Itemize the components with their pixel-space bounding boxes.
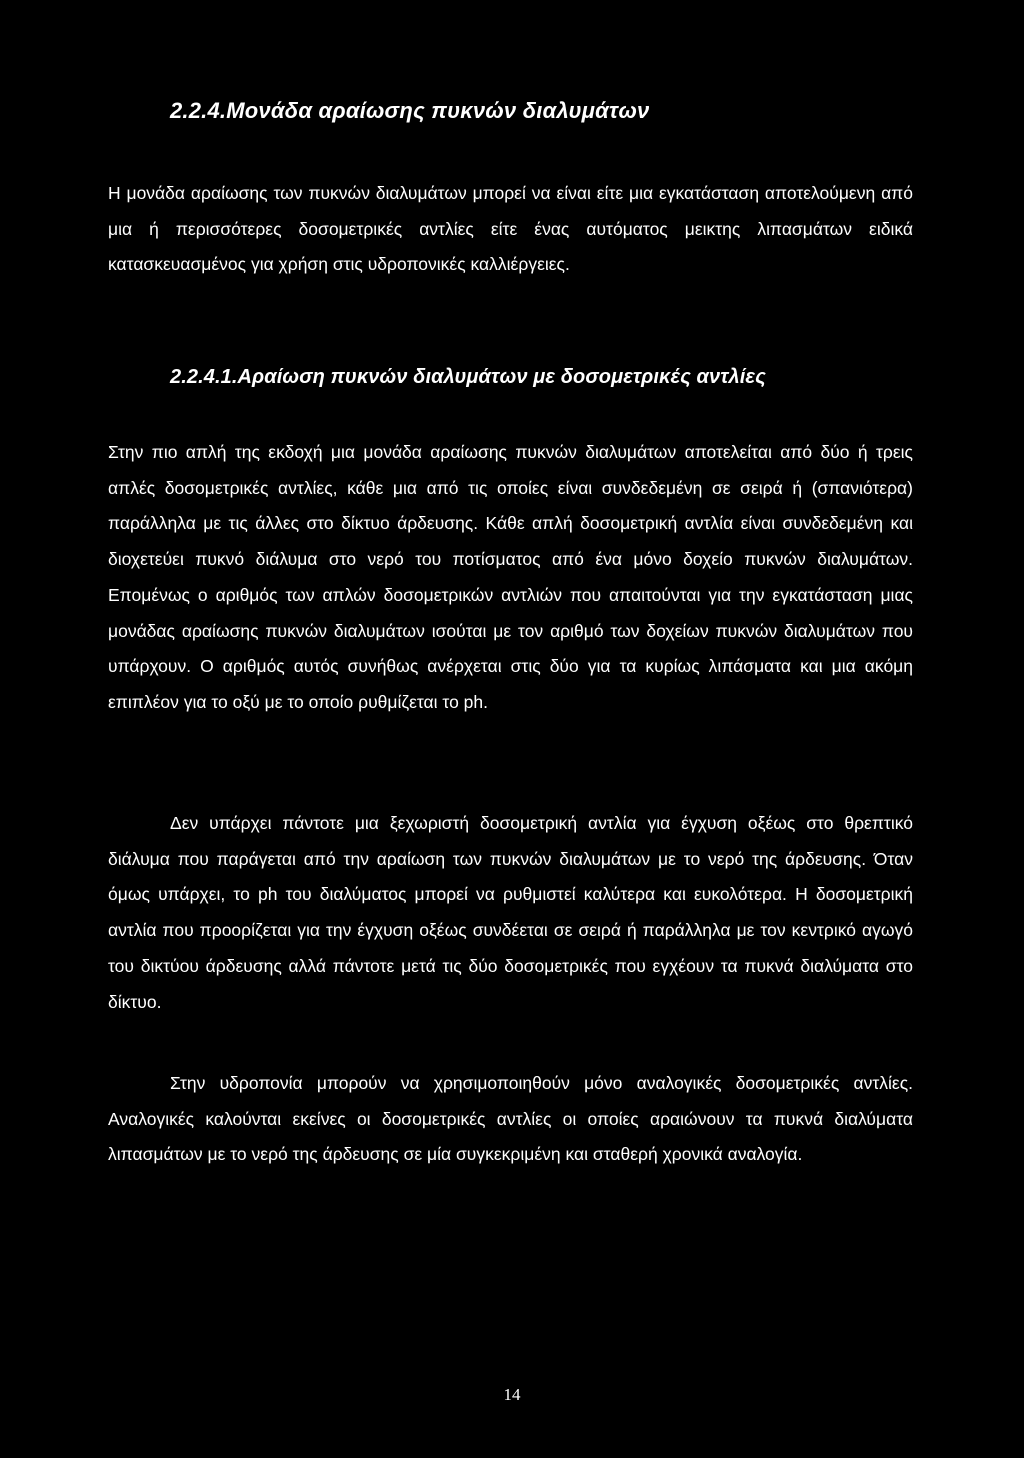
body-paragraph: Στην πιο απλή της εκδοχή μια μονάδα αραίωσης πυκνών διαλυμάτων αποτελείται από δύο ή τρεις απλές δοσομετρικές αντλίες, κάθε μια από τις οποίες είναι συνδεδεμένη σε σειρά ή (σπανιότερα) παράλληλα με τις άλλες στο δίκτυο άρδευσης. Κάθε απλή δοσομετρική αντλία είναι συνδεδεμένη και διοχετεύει πυκνό διάλυμα στο νερό του ποτίσματος από ένα μόνο δοχείο πυκνών διαλυμάτων. Επομένως ο αριθμός των απλών δοσομετρικών αντλιών που απαιτούνται για την εγκατάσταση μιας μονάδας αραίωσης πυκνών διαλυμάτων ισούται με τον αριθμό των δοχείων πυκνών διαλυμάτων που υπάρχουν. Ο αριθμός αυτός συνήθως ανέρχεται στις δύο για τα κυρίως λιπάσματα και μια ακόμη επιπλέον για το οξύ με το οποίο ρυθμίζεται το ph. (108, 442, 913, 712)
section-heading: 2.2.4.Μονάδα αραίωσης πυκνών διαλυμάτων (170, 98, 650, 123)
body-paragraph: Στην υδροπονία μπορούν να χρησιμοποιηθούν μόνο αναλογικές δοσομετρικές αντλίες. Αναλογικές καλούνται εκείνες οι δοσομετρικές αντλίες οι οποίες αραιώνουν τα πυκνά διαλύματα λιπασμάτων με το νερό της άρδευσης σε μία συγκεκριμένη και σταθερή χρονικά αναλογία. (108, 1073, 913, 1165)
page-number: 14 (503, 1385, 521, 1404)
body-paragraph: Δεν υπάρχει πάντοτε μια ξεχωριστή δοσομετρική αντλία για έγχυση οξέως στο θρεπτικό διάλυμα που παράγεται από την αραίωση των πυκνών διαλυμάτων με το νερό της άρδευσης. Όταν όμως υπάρχει, το ph του διαλύματος μπορεί να ρυθμιστεί καλύτερα και ευκολότερα. Η δοσομετρική αντλία που προορίζεται για την έγχυση οξέως συνδέεται σε σειρά ή παράλληλα με τον κεντρικό αγωγό του δικτύου άρδευσης αλλά πάντοτε μετά τις δύο δοσομετρικές που εγχέουν τα πυκνά διαλύματα στο δίκτυο. (108, 813, 913, 1012)
intro-paragraph: Η μονάδα αραίωσης των πυκνών διαλυμάτων μπορεί να είναι είτε μια εγκατάσταση αποτελούμενη από μια ή περισσότερες δοσομετρικές αντλίες είτε ένας αυτόματος μεικτης λιπασμάτων ειδικά κατασκευασμένος για χρήση στις υδροπονικές καλλιέργειες. (108, 183, 913, 275)
subsection-heading: 2.2.4.1.Αραίωση πυκνών διαλυμάτων με δοσομετρικές αντλίες (170, 366, 766, 388)
